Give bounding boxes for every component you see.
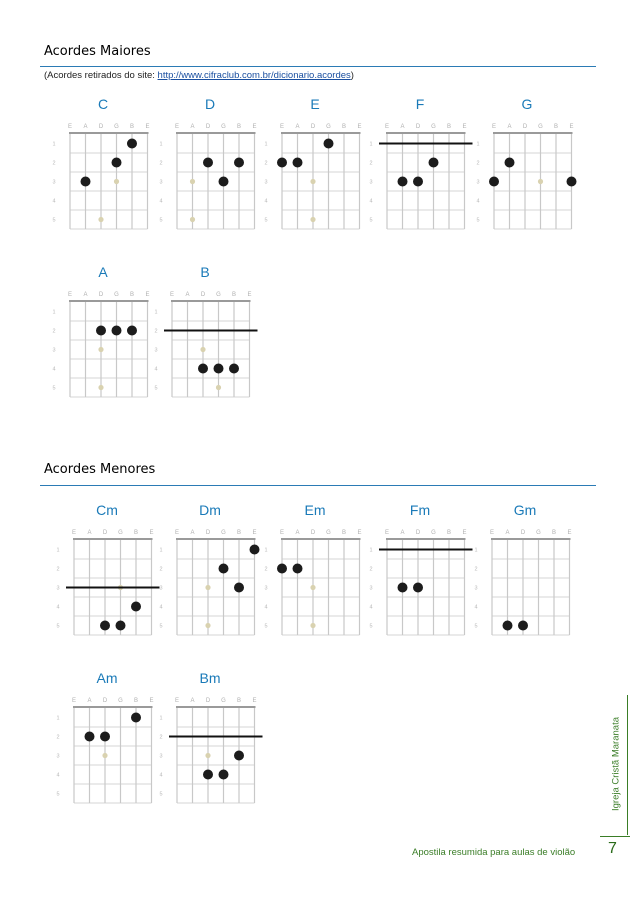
finger-dot bbox=[85, 732, 95, 742]
fret-number: 4 bbox=[476, 198, 480, 205]
string-label: B bbox=[236, 530, 242, 536]
string-label: E bbox=[279, 530, 285, 536]
fret-number: 5 bbox=[159, 623, 163, 630]
fret-marker bbox=[98, 217, 103, 222]
fret-number: 5 bbox=[369, 623, 373, 630]
string-label: E bbox=[247, 292, 252, 298]
string-label: D bbox=[205, 530, 211, 536]
source-link[interactable]: http://www.cifraclub.com.br/dicionario.acordes bbox=[157, 70, 351, 81]
string-label: E bbox=[145, 292, 150, 298]
finger-dot bbox=[116, 621, 126, 631]
finger-dot bbox=[518, 621, 528, 631]
string-label: E bbox=[174, 698, 180, 704]
finger-dot bbox=[505, 158, 515, 168]
string-label: G bbox=[221, 530, 226, 536]
fret-marker bbox=[310, 623, 315, 628]
chord-diagram-gm bbox=[470, 502, 580, 652]
finger-dot bbox=[429, 158, 439, 168]
string-label: G bbox=[118, 698, 123, 704]
fret-marker bbox=[538, 179, 543, 184]
nut bbox=[386, 538, 466, 540]
source-suffix: ) bbox=[350, 70, 354, 81]
finger-dot bbox=[100, 732, 110, 742]
string-label: A bbox=[87, 530, 92, 536]
fret-number: 4 bbox=[474, 604, 478, 611]
fret-number: 3 bbox=[264, 585, 268, 592]
chord-name: Em bbox=[304, 502, 326, 518]
string-label: E bbox=[462, 124, 467, 130]
fret-number: 3 bbox=[159, 179, 163, 186]
string-label: E bbox=[252, 530, 257, 536]
finger-dot bbox=[413, 583, 423, 593]
string-label: E bbox=[149, 530, 154, 536]
fretboard bbox=[150, 286, 260, 404]
fretboard bbox=[155, 524, 268, 642]
nut bbox=[281, 538, 361, 540]
string-label: G bbox=[114, 124, 119, 130]
fret-number: 2 bbox=[159, 160, 163, 167]
finger-dot bbox=[293, 564, 303, 574]
string-label: A bbox=[190, 530, 195, 536]
fret-marker bbox=[190, 179, 195, 184]
fret-number: 1 bbox=[52, 141, 56, 148]
fretboard bbox=[260, 524, 373, 642]
finger-dot bbox=[413, 177, 423, 187]
string-label: B bbox=[446, 530, 452, 536]
string-label: G bbox=[326, 124, 331, 130]
string-label: A bbox=[400, 530, 405, 536]
fret-number: 3 bbox=[369, 585, 373, 592]
nut bbox=[493, 132, 573, 134]
string-label: A bbox=[83, 292, 88, 298]
fret-marker bbox=[114, 179, 119, 184]
fret-number: 1 bbox=[369, 141, 373, 148]
fret-marker bbox=[310, 217, 315, 222]
string-label: B bbox=[553, 124, 559, 130]
fret-number: 1 bbox=[159, 715, 163, 722]
fret-number: 1 bbox=[154, 309, 158, 316]
fret-number: 5 bbox=[56, 791, 60, 798]
string-label: E bbox=[491, 124, 497, 130]
fret-number: 5 bbox=[52, 385, 56, 392]
fret-number: 2 bbox=[52, 328, 56, 335]
fret-number: 5 bbox=[474, 623, 478, 630]
finger-dot bbox=[324, 139, 334, 149]
fret-number: 4 bbox=[264, 198, 268, 205]
fret-number: 3 bbox=[154, 347, 158, 354]
fret-marker bbox=[310, 585, 315, 590]
string-label: A bbox=[295, 124, 300, 130]
source-prefix: (Acordes retirados do site: bbox=[44, 70, 158, 81]
nut bbox=[176, 132, 256, 134]
section-rule-major bbox=[40, 66, 596, 67]
section-title-major: Acordes Maiores bbox=[44, 44, 151, 59]
string-label: A bbox=[185, 292, 190, 298]
source-note bbox=[44, 70, 354, 81]
fretboard bbox=[470, 524, 580, 642]
fretboard bbox=[155, 118, 268, 236]
fret-marker bbox=[205, 623, 210, 628]
chord-name: C bbox=[97, 96, 109, 112]
fret-number: 3 bbox=[56, 753, 60, 760]
string-label: G bbox=[114, 292, 119, 298]
chord-diagram-b bbox=[150, 264, 260, 414]
nut bbox=[171, 300, 251, 302]
fret-number: 4 bbox=[264, 604, 268, 611]
fretboard bbox=[365, 524, 478, 642]
fret-number: 5 bbox=[264, 623, 268, 630]
string-label: G bbox=[221, 698, 226, 704]
fret-number: 3 bbox=[56, 585, 60, 592]
finger-dot bbox=[96, 326, 106, 336]
string-label: G bbox=[216, 292, 221, 298]
string-label: D bbox=[415, 530, 421, 536]
string-label: D bbox=[520, 530, 526, 536]
string-label: B bbox=[129, 124, 135, 130]
fret-number: 3 bbox=[264, 179, 268, 186]
fret-number: 5 bbox=[476, 217, 480, 224]
fret-number: 1 bbox=[159, 547, 163, 554]
string-label: E bbox=[462, 530, 467, 536]
chord-name: Bm bbox=[199, 670, 221, 686]
chord-name: Gm bbox=[513, 502, 537, 518]
fret-number: 2 bbox=[369, 160, 373, 167]
fret-number: 4 bbox=[52, 366, 56, 373]
string-label: G bbox=[431, 124, 436, 130]
string-label: D bbox=[205, 698, 211, 704]
fret-number: 2 bbox=[264, 566, 268, 573]
fret-number: 3 bbox=[474, 585, 478, 592]
fret-number: 3 bbox=[476, 179, 480, 186]
page-number: 7 bbox=[608, 840, 617, 857]
chord-name: G bbox=[521, 96, 533, 112]
nut bbox=[281, 132, 361, 134]
string-label: E bbox=[384, 124, 390, 130]
fret-number: 2 bbox=[154, 328, 158, 335]
finger-dot bbox=[131, 713, 141, 723]
fret-number: 2 bbox=[369, 566, 373, 573]
finger-dot bbox=[198, 364, 208, 374]
fret-marker bbox=[310, 179, 315, 184]
chord-name: D bbox=[204, 96, 216, 112]
finger-dot bbox=[112, 158, 122, 168]
fret-number: 1 bbox=[264, 547, 268, 554]
fret-number: 3 bbox=[52, 347, 56, 354]
fret-number: 4 bbox=[56, 772, 60, 779]
chord-name: Cm bbox=[96, 502, 118, 518]
fretboard bbox=[472, 118, 582, 236]
fretboard bbox=[260, 118, 373, 236]
finger-dot bbox=[277, 564, 287, 574]
fret-number: 1 bbox=[56, 547, 60, 554]
string-label: D bbox=[98, 124, 104, 130]
chord-diagram-g bbox=[472, 96, 582, 246]
fret-number: 2 bbox=[56, 734, 60, 741]
string-label: D bbox=[102, 530, 108, 536]
nut bbox=[69, 132, 149, 134]
string-label: A bbox=[190, 698, 195, 704]
chord-diagram-d bbox=[155, 96, 268, 246]
finger-dot bbox=[131, 602, 141, 612]
string-label: B bbox=[236, 698, 242, 704]
finger-dot bbox=[229, 364, 239, 374]
chord-diagram-fm bbox=[365, 502, 478, 652]
chord-name: A bbox=[98, 264, 108, 280]
string-label: B bbox=[341, 530, 347, 536]
fret-number: 5 bbox=[159, 791, 163, 798]
string-label: E bbox=[71, 530, 77, 536]
side-label-text: Igreja Cristã Maranata bbox=[610, 717, 622, 811]
string-label: E bbox=[169, 292, 175, 298]
fret-number: 5 bbox=[56, 623, 60, 630]
string-label: A bbox=[505, 530, 510, 536]
finger-dot bbox=[398, 177, 408, 187]
string-label: E bbox=[67, 292, 73, 298]
string-label: G bbox=[326, 530, 331, 536]
finger-dot bbox=[234, 158, 244, 168]
finger-dot bbox=[293, 158, 303, 168]
string-label: D bbox=[98, 292, 104, 298]
string-label: G bbox=[431, 530, 436, 536]
finger-dot bbox=[398, 583, 408, 593]
string-label: G bbox=[221, 124, 226, 130]
string-label: G bbox=[118, 530, 123, 536]
fret-number: 1 bbox=[474, 547, 478, 554]
fret-number: 2 bbox=[159, 734, 163, 741]
chord-diagram-cm bbox=[52, 502, 162, 652]
fretboard bbox=[52, 524, 162, 642]
string-label: E bbox=[252, 698, 257, 704]
string-label: E bbox=[174, 124, 180, 130]
fret-marker bbox=[98, 385, 103, 390]
string-label: E bbox=[252, 124, 257, 130]
string-label: E bbox=[567, 530, 572, 536]
fret-number: 4 bbox=[369, 198, 373, 205]
string-label: D bbox=[310, 530, 316, 536]
fret-number: 1 bbox=[264, 141, 268, 148]
fret-marker bbox=[216, 385, 221, 390]
string-label: B bbox=[133, 698, 139, 704]
fret-number: 1 bbox=[159, 141, 163, 148]
string-label: B bbox=[231, 292, 237, 298]
fret-number: 4 bbox=[369, 604, 373, 611]
string-label: A bbox=[295, 530, 300, 536]
fret-number: 5 bbox=[159, 217, 163, 224]
string-label: E bbox=[174, 530, 180, 536]
string-label: A bbox=[400, 124, 405, 130]
nut bbox=[176, 706, 256, 708]
string-label: B bbox=[551, 530, 557, 536]
string-label: E bbox=[569, 124, 574, 130]
string-label: E bbox=[71, 698, 77, 704]
chord-name: F bbox=[415, 96, 425, 112]
chord-name: Fm bbox=[409, 502, 431, 518]
string-label: E bbox=[357, 124, 362, 130]
string-label: E bbox=[489, 530, 495, 536]
string-label: B bbox=[133, 530, 139, 536]
fret-number: 4 bbox=[52, 198, 56, 205]
chord-name: Am bbox=[96, 670, 118, 686]
string-label: A bbox=[507, 124, 512, 130]
chord-diagram-e bbox=[260, 96, 373, 246]
finger-dot bbox=[234, 583, 244, 593]
fret-number: 4 bbox=[159, 198, 163, 205]
finger-dot bbox=[100, 621, 110, 631]
fret-number: 3 bbox=[159, 753, 163, 760]
string-label: A bbox=[190, 124, 195, 130]
string-label: D bbox=[522, 124, 528, 130]
chord-diagram-dm bbox=[155, 502, 268, 652]
fret-number: 1 bbox=[52, 309, 56, 316]
page-number-rule bbox=[600, 836, 630, 837]
fretboard bbox=[155, 692, 265, 810]
fret-number: 3 bbox=[159, 585, 163, 592]
nut bbox=[73, 706, 153, 708]
fret-number: 1 bbox=[369, 547, 373, 554]
fret-number: 4 bbox=[159, 604, 163, 611]
side-divider bbox=[627, 695, 628, 835]
chord-diagram-f bbox=[365, 96, 475, 246]
string-label: D bbox=[200, 292, 206, 298]
finger-dot bbox=[203, 770, 213, 780]
fret-number: 5 bbox=[264, 217, 268, 224]
string-label: B bbox=[341, 124, 347, 130]
fretboard bbox=[48, 286, 158, 404]
fret-number: 3 bbox=[369, 179, 373, 186]
string-label: E bbox=[145, 124, 150, 130]
finger-dot bbox=[503, 621, 513, 631]
fret-number: 5 bbox=[369, 217, 373, 224]
string-label: E bbox=[149, 698, 154, 704]
string-label: B bbox=[446, 124, 452, 130]
string-label: E bbox=[357, 530, 362, 536]
finger-dot bbox=[489, 177, 499, 187]
string-label: G bbox=[536, 530, 541, 536]
finger-dot bbox=[203, 158, 213, 168]
string-label: A bbox=[87, 698, 92, 704]
chord-name: Dm bbox=[199, 502, 221, 518]
nut bbox=[491, 538, 571, 540]
section-rule-minor bbox=[40, 485, 596, 486]
fret-number: 3 bbox=[52, 179, 56, 186]
nut bbox=[73, 538, 153, 540]
nut bbox=[386, 132, 466, 134]
fret-number: 2 bbox=[476, 160, 480, 167]
string-label: D bbox=[102, 698, 108, 704]
fret-marker bbox=[102, 753, 107, 758]
finger-dot bbox=[127, 139, 137, 149]
footer-text: Apostila resumida para aulas de violão bbox=[412, 847, 576, 858]
fret-number: 5 bbox=[154, 385, 158, 392]
fret-number: 4 bbox=[154, 366, 158, 373]
chord-diagram-c bbox=[48, 96, 158, 246]
fret-number: 2 bbox=[52, 160, 56, 167]
string-label: B bbox=[236, 124, 242, 130]
string-label: D bbox=[205, 124, 211, 130]
chord-diagram-em bbox=[260, 502, 373, 652]
fret-number: 2 bbox=[474, 566, 478, 573]
fret-number: 2 bbox=[56, 566, 60, 573]
fret-number: 2 bbox=[159, 566, 163, 573]
fret-number: 1 bbox=[56, 715, 60, 722]
fret-marker bbox=[205, 585, 210, 590]
string-label: E bbox=[384, 530, 390, 536]
finger-dot bbox=[567, 177, 577, 187]
chord-diagram-a bbox=[48, 264, 158, 414]
string-label: G bbox=[538, 124, 543, 130]
string-label: E bbox=[279, 124, 285, 130]
finger-dot bbox=[219, 177, 229, 187]
section-title-minor: Acordes Menores bbox=[44, 462, 156, 477]
finger-dot bbox=[112, 326, 122, 336]
fret-number: 5 bbox=[52, 217, 56, 224]
finger-dot bbox=[250, 545, 260, 555]
finger-dot bbox=[219, 564, 229, 574]
nut bbox=[176, 538, 256, 540]
side-label bbox=[607, 700, 625, 828]
string-label: A bbox=[83, 124, 88, 130]
fret-number: 2 bbox=[264, 160, 268, 167]
fret-number: 4 bbox=[159, 772, 163, 779]
string-label: E bbox=[67, 124, 73, 130]
string-label: D bbox=[310, 124, 316, 130]
finger-dot bbox=[127, 326, 137, 336]
finger-dot bbox=[214, 364, 224, 374]
finger-dot bbox=[234, 751, 244, 761]
finger-dot bbox=[277, 158, 287, 168]
fretboard bbox=[52, 692, 162, 810]
fret-number: 4 bbox=[56, 604, 60, 611]
nut bbox=[69, 300, 149, 302]
fret-number: 1 bbox=[476, 141, 480, 148]
string-label: D bbox=[415, 124, 421, 130]
finger-dot bbox=[219, 770, 229, 780]
chord-diagram-am bbox=[52, 670, 162, 820]
fret-marker bbox=[205, 753, 210, 758]
fret-marker bbox=[98, 347, 103, 352]
fretboard bbox=[48, 118, 158, 236]
chord-diagram-bm bbox=[155, 670, 265, 820]
string-label: B bbox=[129, 292, 135, 298]
fret-marker bbox=[190, 217, 195, 222]
chord-name: E bbox=[310, 96, 320, 112]
fretboard bbox=[365, 118, 475, 236]
chord-name: B bbox=[200, 264, 210, 280]
fret-marker bbox=[200, 347, 205, 352]
finger-dot bbox=[81, 177, 91, 187]
